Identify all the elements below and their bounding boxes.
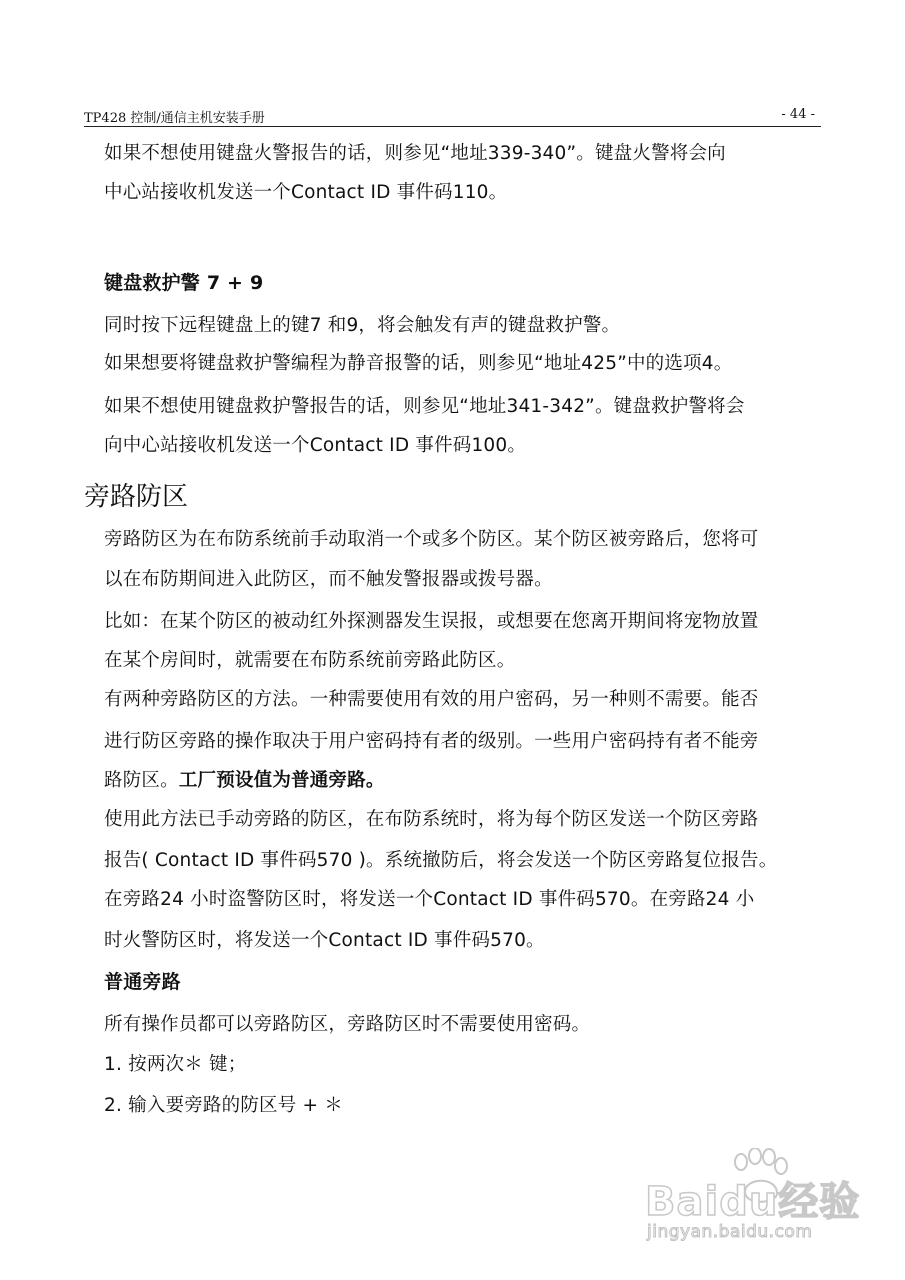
bypass-line-10: 在旁路24 小时盗警防区时，将发送一个Contact ID 事件码570。在旁路24 小 — [104, 889, 755, 910]
bypass-line-7-text: 路防区。 — [104, 770, 179, 791]
watermark-brand: Baidu经验 — [645, 1179, 861, 1225]
bypass-line-1: 旁路防区为在布防系统前手动取消一个或多个防区。某个防区被旁路后，您将可 — [104, 529, 759, 550]
normal-bypass-line: 所有操作员都可以旁路防区，旁路防区时不需要使用密码。 — [104, 1014, 591, 1035]
page-header — [84, 104, 821, 127]
bypass-line-4: 在某个房间时，就需要在布防系统前旁路此防区。 — [104, 650, 516, 671]
panic-heading: 键盘救护警 7 + 9 — [104, 272, 264, 294]
bypass-line-9: 报告( Contact ID 事件码570 )。系统撤防后，将会发送一个防区旁路复位报告。 — [104, 850, 778, 871]
bypass-line-3: 比如：在某个防区的被动红外探测器发生误报，或想要在您离开期间将宠物放置 — [104, 611, 759, 632]
intro-line-2: 中心站接收机发送一个Contact ID 事件码110。 — [104, 182, 508, 203]
bypass-line-11: 时火警防区时，将发送一个Contact ID 事件码570。 — [104, 930, 545, 951]
watermark-domain: jingyan.baidu.com — [647, 1222, 813, 1242]
panic-line-3: 如果不想使用键盘救护警报告的话，则参见“地址341-342”。键盘救护警将会 — [104, 396, 745, 417]
panic-line-4: 向中心站接收机发送一个Contact ID 事件码100。 — [104, 435, 527, 456]
step-1: 1. 按两次＊ 键； — [104, 1054, 247, 1075]
panic-line-1: 同时按下远程键盘上的键7 和9，将会触发有声的键盘救护警。 — [104, 315, 621, 336]
factory-default-note: 工厂预设值为普通旁路。 — [178, 770, 385, 791]
manual-title: TP428 控制/通信主机安装手册 — [84, 111, 265, 126]
step-2: 2. 输入要旁路的防区号 + ＊ — [104, 1095, 343, 1116]
bypass-section-heading: 旁路防区 — [84, 482, 189, 512]
bypass-line-5: 有两种旁路防区的方法。一种需要使用有效的用户密码，另一种则不需要。能否 — [104, 689, 759, 710]
bypass-line-8: 使用此方法已手动旁路的防区，在布防系统时，将为每个防区发送一个防区旁路 — [104, 809, 759, 830]
baidu-watermark — [645, 1148, 865, 1258]
intro-line-1: 如果不想使用键盘火警报告的话，则参见“地址339-340”。键盘火警将会向 — [104, 143, 726, 164]
normal-bypass-heading: 普通旁路 — [104, 971, 181, 993]
bypass-line-2: 以在布防期间进入此防区，而不触发警报器或拨号器。 — [104, 569, 553, 590]
panic-line-2: 如果想要将键盘救护警编程为静音报警的话，则参见“地址425”中的选项4。 — [104, 353, 733, 374]
page-number: - 44 - — [781, 107, 815, 122]
bypass-line-7 — [104, 768, 385, 794]
bypass-line-6: 进行防区旁路的操作取决于用户密码持有者的级别。一些用户密码持有者不能旁 — [104, 731, 759, 752]
